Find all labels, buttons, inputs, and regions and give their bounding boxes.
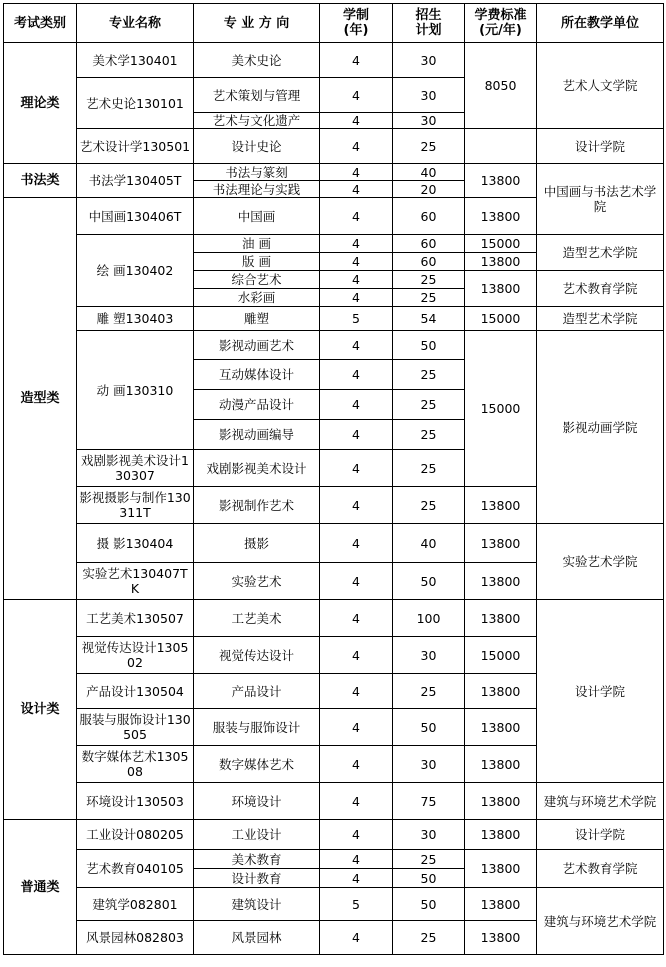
plan-cell: 50	[393, 888, 465, 921]
major-cell: 工艺美术130507	[77, 600, 194, 637]
plan-cell: 25	[393, 360, 465, 390]
direction-cell: 中国画	[194, 198, 320, 235]
major-cell: 艺术教育040105	[77, 850, 194, 888]
fee-cell: 13800	[465, 198, 537, 235]
plan-cell: 25	[393, 921, 465, 955]
direction-cell: 环境设计	[194, 783, 320, 820]
major-cell: 风景园林082803	[77, 921, 194, 955]
major-cell: 美术学130401	[77, 43, 194, 78]
header-duration	[320, 4, 393, 43]
direction-cell: 综合艺术	[194, 271, 320, 289]
years-cell: 4	[320, 637, 393, 674]
fee-cell: 13800	[465, 709, 537, 746]
major-cell: 绘 画130402	[77, 235, 194, 307]
plan-cell: 25	[393, 450, 465, 487]
table-row	[4, 235, 664, 253]
direction-cell: 工艺美术	[194, 600, 320, 637]
years-cell: 4	[320, 869, 393, 888]
direction-cell: 建筑设计	[194, 888, 320, 921]
fee-cell: 13800	[465, 563, 537, 600]
table-row	[4, 307, 664, 331]
years-cell: 4	[320, 921, 393, 955]
direction-cell: 艺术与文化遗产	[194, 113, 320, 129]
header-enroll-sub: 计划	[415, 23, 442, 38]
major-cell: 雕 塑130403	[77, 307, 194, 331]
major-cell: 工业设计080205	[77, 820, 194, 850]
plan-cell: 25	[393, 674, 465, 709]
direction-cell: 设计教育	[194, 869, 320, 888]
major-cell: 书法学130405T	[77, 164, 194, 198]
unit-cell: 设计学院	[537, 129, 664, 164]
direction-cell: 动漫产品设计	[194, 390, 320, 420]
fee-cell: 15000	[465, 637, 537, 674]
header-duration-unit: (年)	[343, 23, 369, 38]
unit-cell: 建筑与环境艺术学院	[537, 888, 664, 955]
unit-cell: 造型艺术学院	[537, 235, 664, 271]
unit-cell: 设计学院	[537, 820, 664, 850]
plan-cell: 25	[393, 487, 465, 524]
unit-cell: 艺术人文学院	[537, 43, 664, 129]
direction-cell: 油 画	[194, 235, 320, 253]
table-row	[4, 888, 664, 921]
category-general: 普通类	[4, 820, 77, 955]
fee-cell: 15000	[465, 331, 537, 487]
years-cell: 4	[320, 390, 393, 420]
header-fee-unit: (元/年)	[479, 23, 522, 38]
major-cell: 建筑学082801	[77, 888, 194, 921]
years-cell: 4	[320, 360, 393, 390]
header-fee-label: 学费标准	[474, 8, 527, 23]
unit-cell: 艺术教育学院	[537, 850, 664, 888]
table-row	[4, 850, 664, 869]
direction-cell: 视觉传达设计	[194, 637, 320, 674]
header-direction: 专 业 方 向	[194, 4, 320, 43]
major-cell: 艺术设计学130501	[77, 129, 194, 164]
direction-cell: 服装与服饰设计	[194, 709, 320, 746]
header-enroll	[393, 4, 465, 43]
years-cell: 4	[320, 113, 393, 129]
years-cell: 4	[320, 783, 393, 820]
header-fee	[465, 4, 537, 43]
admission-plan-table	[3, 3, 664, 955]
direction-cell: 艺术策划与管理	[194, 78, 320, 113]
plan-cell: 54	[393, 307, 465, 331]
plan-cell: 25	[393, 390, 465, 420]
header-enroll-label: 招生	[415, 8, 442, 23]
plan-cell: 30	[393, 820, 465, 850]
direction-cell: 互动媒体设计	[194, 360, 320, 390]
plan-cell: 100	[393, 600, 465, 637]
years-cell: 4	[320, 420, 393, 450]
direction-cell: 摄影	[194, 524, 320, 563]
unit-cell: 艺术教育学院	[537, 271, 664, 307]
years-cell: 4	[320, 709, 393, 746]
plan-cell: 30	[393, 43, 465, 78]
major-cell: 影视摄影与制作130311T	[77, 487, 194, 524]
fee-cell: 13800	[465, 164, 537, 198]
plan-cell: 30	[393, 746, 465, 783]
header-duration-label: 学制	[342, 8, 369, 23]
fee-cell: 13800	[465, 253, 537, 271]
years-cell: 4	[320, 746, 393, 783]
fee-cell: 13800	[465, 850, 537, 888]
years-cell: 4	[320, 674, 393, 709]
category-design: 设计类	[4, 600, 77, 820]
category-calligraphy: 书法类	[4, 164, 77, 198]
plan-cell: 50	[393, 331, 465, 360]
plan-cell: 30	[393, 78, 465, 113]
plan-cell: 40	[393, 164, 465, 181]
table-row	[4, 164, 664, 181]
unit-cell: 中国画与书法艺术学院	[537, 164, 664, 235]
major-cell: 产品设计130504	[77, 674, 194, 709]
table-header-row	[4, 4, 664, 43]
fee-cell: 13800	[465, 783, 537, 820]
plan-cell: 40	[393, 524, 465, 563]
fee-cell: 13800	[465, 820, 537, 850]
years-cell: 4	[320, 289, 393, 307]
years-cell: 4	[320, 487, 393, 524]
direction-cell: 影视动画编导	[194, 420, 320, 450]
plan-cell: 25	[393, 129, 465, 164]
header-unit: 所在教学单位	[537, 4, 664, 43]
years-cell: 4	[320, 850, 393, 869]
direction-cell: 设计史论	[194, 129, 320, 164]
years-cell: 4	[320, 600, 393, 637]
direction-cell: 风景园林	[194, 921, 320, 955]
unit-cell: 造型艺术学院	[537, 307, 664, 331]
table-row	[4, 43, 664, 78]
header-major: 专业名称	[77, 4, 194, 43]
unit-cell: 实验艺术学院	[537, 524, 664, 600]
unit-cell: 影视动画学院	[537, 331, 664, 524]
fee-cell: 13800	[465, 271, 537, 307]
years-cell: 4	[320, 820, 393, 850]
direction-cell: 美术史论	[194, 43, 320, 78]
major-cell: 实验艺术130407TK	[77, 563, 194, 600]
unit-cell: 建筑与环境艺术学院	[537, 783, 664, 820]
fee-cell: 13800	[465, 746, 537, 783]
direction-cell: 数字媒体艺术	[194, 746, 320, 783]
years-cell: 4	[320, 271, 393, 289]
direction-cell: 水彩画	[194, 289, 320, 307]
years-cell: 4	[320, 563, 393, 600]
fee-cell: 13800	[465, 921, 537, 955]
major-cell: 摄 影130404	[77, 524, 194, 563]
direction-cell: 戏剧影视美术设计	[194, 450, 320, 487]
admission-table-wrapper	[3, 3, 664, 955]
direction-cell: 影视动画艺术	[194, 331, 320, 360]
years-cell: 4	[320, 181, 393, 198]
direction-cell: 实验艺术	[194, 563, 320, 600]
years-cell: 4	[320, 235, 393, 253]
plan-cell: 20	[393, 181, 465, 198]
plan-cell: 50	[393, 709, 465, 746]
plan-cell: 25	[393, 420, 465, 450]
direction-cell: 工业设计	[194, 820, 320, 850]
years-cell: 4	[320, 331, 393, 360]
plan-cell: 30	[393, 113, 465, 129]
years-cell: 4	[320, 198, 393, 235]
years-cell: 4	[320, 43, 393, 78]
direction-cell: 雕塑	[194, 307, 320, 331]
years-cell: 4	[320, 164, 393, 181]
years-cell: 4	[320, 450, 393, 487]
category-theory: 理论类	[4, 43, 77, 164]
direction-cell: 影视制作艺术	[194, 487, 320, 524]
fee-cell: 15000	[465, 307, 537, 331]
plan-cell: 60	[393, 198, 465, 235]
table-row	[4, 331, 664, 360]
direction-cell: 书法理论与实践	[194, 181, 320, 198]
table-row	[4, 129, 664, 164]
years-cell: 4	[320, 129, 393, 164]
major-cell: 戏剧影视美术设计130307	[77, 450, 194, 487]
major-cell: 数字媒体艺术130508	[77, 746, 194, 783]
years-cell: 5	[320, 888, 393, 921]
years-cell: 4	[320, 78, 393, 113]
fee-cell: 13800	[465, 674, 537, 709]
direction-cell: 版 画	[194, 253, 320, 271]
table-row	[4, 524, 664, 563]
direction-cell: 美术教育	[194, 850, 320, 869]
plan-cell: 25	[393, 289, 465, 307]
table-row	[4, 600, 664, 637]
fee-cell: 8050	[465, 43, 537, 129]
major-cell: 环境设计130503	[77, 783, 194, 820]
fee-cell: 15000	[465, 235, 537, 253]
plan-cell: 50	[393, 869, 465, 888]
header-category: 考试类别	[4, 4, 77, 43]
fee-cell: 13800	[465, 888, 537, 921]
plan-cell: 50	[393, 563, 465, 600]
fee-cell: 13800	[465, 487, 537, 524]
table-row	[4, 783, 664, 820]
major-cell: 艺术史论130101	[77, 78, 194, 129]
plan-cell: 25	[393, 850, 465, 869]
plan-cell: 30	[393, 637, 465, 674]
plan-cell: 25	[393, 271, 465, 289]
plan-cell: 60	[393, 253, 465, 271]
table-row	[4, 820, 664, 850]
fee-cell-empty	[465, 129, 537, 164]
fee-cell: 13800	[465, 600, 537, 637]
years-cell: 5	[320, 307, 393, 331]
fee-cell: 13800	[465, 524, 537, 563]
direction-cell: 产品设计	[194, 674, 320, 709]
plan-cell: 75	[393, 783, 465, 820]
major-cell: 中国画130406T	[77, 198, 194, 235]
direction-cell: 书法与篆刻	[194, 164, 320, 181]
plan-cell: 60	[393, 235, 465, 253]
major-cell: 动 画130310	[77, 331, 194, 450]
category-modeling: 造型类	[4, 198, 77, 600]
years-cell: 4	[320, 253, 393, 271]
major-cell: 视觉传达设计130502	[77, 637, 194, 674]
unit-cell: 设计学院	[537, 600, 664, 783]
years-cell: 4	[320, 524, 393, 563]
major-cell: 服装与服饰设计130505	[77, 709, 194, 746]
